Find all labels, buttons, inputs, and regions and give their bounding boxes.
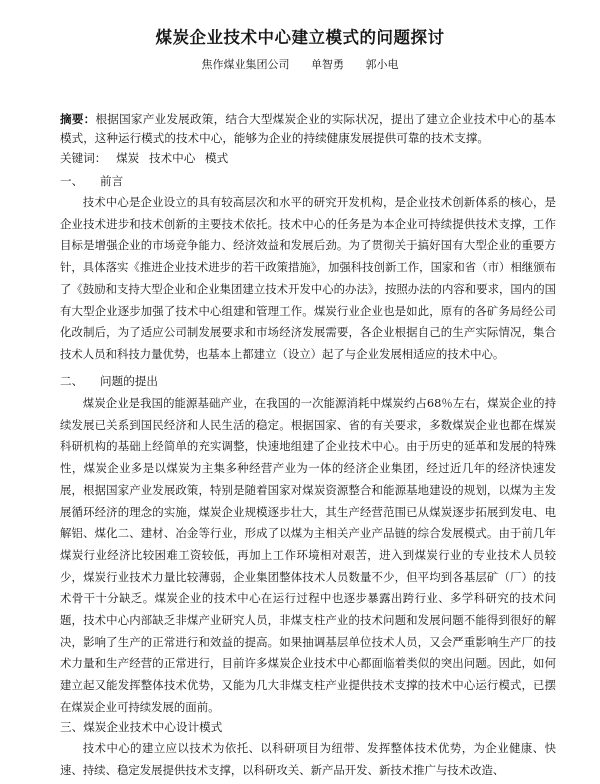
keyword: 煤炭 <box>116 151 140 165</box>
author-line <box>0 56 600 72</box>
section-number: 二、 <box>60 374 84 388</box>
abstract-text: 根据国家产业发展政策，结合大型煤炭企业的实际状况，提出了建立企业技术中心的基本模式，这种运行模式的技术中心，能够为企业的持续健康发展提供可靠的技术支撑。 <box>60 112 556 145</box>
section-2-paragraph: 煤炭企业是我国的能源基础产业，在我国的一次能源消耗中煤炭约占68％左右，煤炭企业的持续发展已关系到国民经济和人民生活的稳定。根据国家、省的有关要求，多数煤炭企业也都在煤炭科研机构的基础上经简单的充实调整，快速地组建了企业技术中心。由于历史的延革和发展的特殊性，煤炭企业多是以煤炭为主集多种经营产业为一体的经济企业集团，经过近几年的经济快速发展，根据国家产业发展政策，特别是随着国家对煤炭资源整合和能源基地建设的规划，以煤为主发展循环经济的理念的实施，煤炭企业规模逐步壮大，其生产经营范围已从煤炭逐步拓展到发电、电解铝、煤化二、建材、冶金等行业，形成了以煤为主相关产业产品链的综合发展模式。由于前几年煤炭行业经济比较困难工资较低，再加上工作环境相对艰苦，进入到煤炭行业的专业技术人员较少，煤炭行业技术力量比较薄弱，企业集团整体技术人员数量不少，但平均到各基层矿（厂）的技术骨干十分缺乏。煤炭企业的技术中心在运行过程中也逐步暴露出跨行业、多学科研究的技术问题，技术中心内部缺乏非煤产业研究人员，非煤支柱产业的技术问题和发展问题不能得到很好的解决，影响了生产的正常进行和效益的提高。如果抽调基层单位技术人员，又会严重影响生产厂的技术力量和生产经营的正常进行，目前许多煤炭企业技术中心都面临着类似的突出问题。因此，如何建立起又能发挥整体技术优势，又能为几大非煤支柱产业提供技术支撑的技术中心运行模式，已摆在煤炭企业可持续发展的面前。 <box>60 396 556 714</box>
author-name: 单智勇 <box>311 58 344 71</box>
section-1-paragraph: 技术中心是企业设立的具有较高层次和水平的研究开发机构，是企业技术创新体系的核心，是企业技术进步和技术创新的主要技术依托。技术中心的任务是为本企业可持续提供技术支撑，工作目标是增强企业的市场竞争能力、经济效益和发展后劲。为了贯彻关于搞好国有大型企业的重要方针，具体落实《推进企业技术进步的若干政策措施》，加强科技创新工作，国家和省（市）相继颁布了《鼓励和支持大型企业和企业集团建立技术开发中心的办法》，按照办法的内容和要求，国内的国有大型企业逐步加强了技术中心组建和管理工作。煤炭行业企业也是如此，原有的各矿务局经公司化改制后，为了适应公司制发展要求和市场经济发展需要，各企业根据自己的生产实际情况，集合技术人员和科技力量优势，也基本上都建立（设立）起了与企业发展相适应的技术中心。 <box>60 195 556 361</box>
section-heading-2 <box>60 372 556 390</box>
section-number: 一、 <box>60 174 84 188</box>
keyword: 技术中心 <box>148 151 196 165</box>
keywords-label: 关键词： <box>60 151 107 165</box>
paper-title: 煤炭企业技术中心建立模式的问题探讨 <box>155 28 445 47</box>
section-heading-1 <box>60 172 556 190</box>
abstract-label: 摘要： <box>60 112 96 126</box>
abstract <box>60 110 556 147</box>
section-heading-3 <box>60 718 556 736</box>
keywords <box>60 149 556 167</box>
section-number: 三、 <box>60 720 84 734</box>
affiliation: 焦作煤业集团公司 <box>201 58 290 71</box>
section-title: 问题的提出 <box>100 374 158 388</box>
section-title: 煤炭企业技术中心设计模式 <box>83 720 223 734</box>
section-title: 前言 <box>100 174 124 188</box>
keyword: 模式 <box>205 151 229 165</box>
section-3-paragraph: 技术中心的建立应以技术为依托、以科研项目为纽带、发挥整体技术优势，为企业健康、快速、持续、稳定发展提供技术支撑，以科研攻关、新产品开发、新技术推广与技术改造、 <box>60 741 556 777</box>
author-name: 郭小电 <box>365 58 399 71</box>
